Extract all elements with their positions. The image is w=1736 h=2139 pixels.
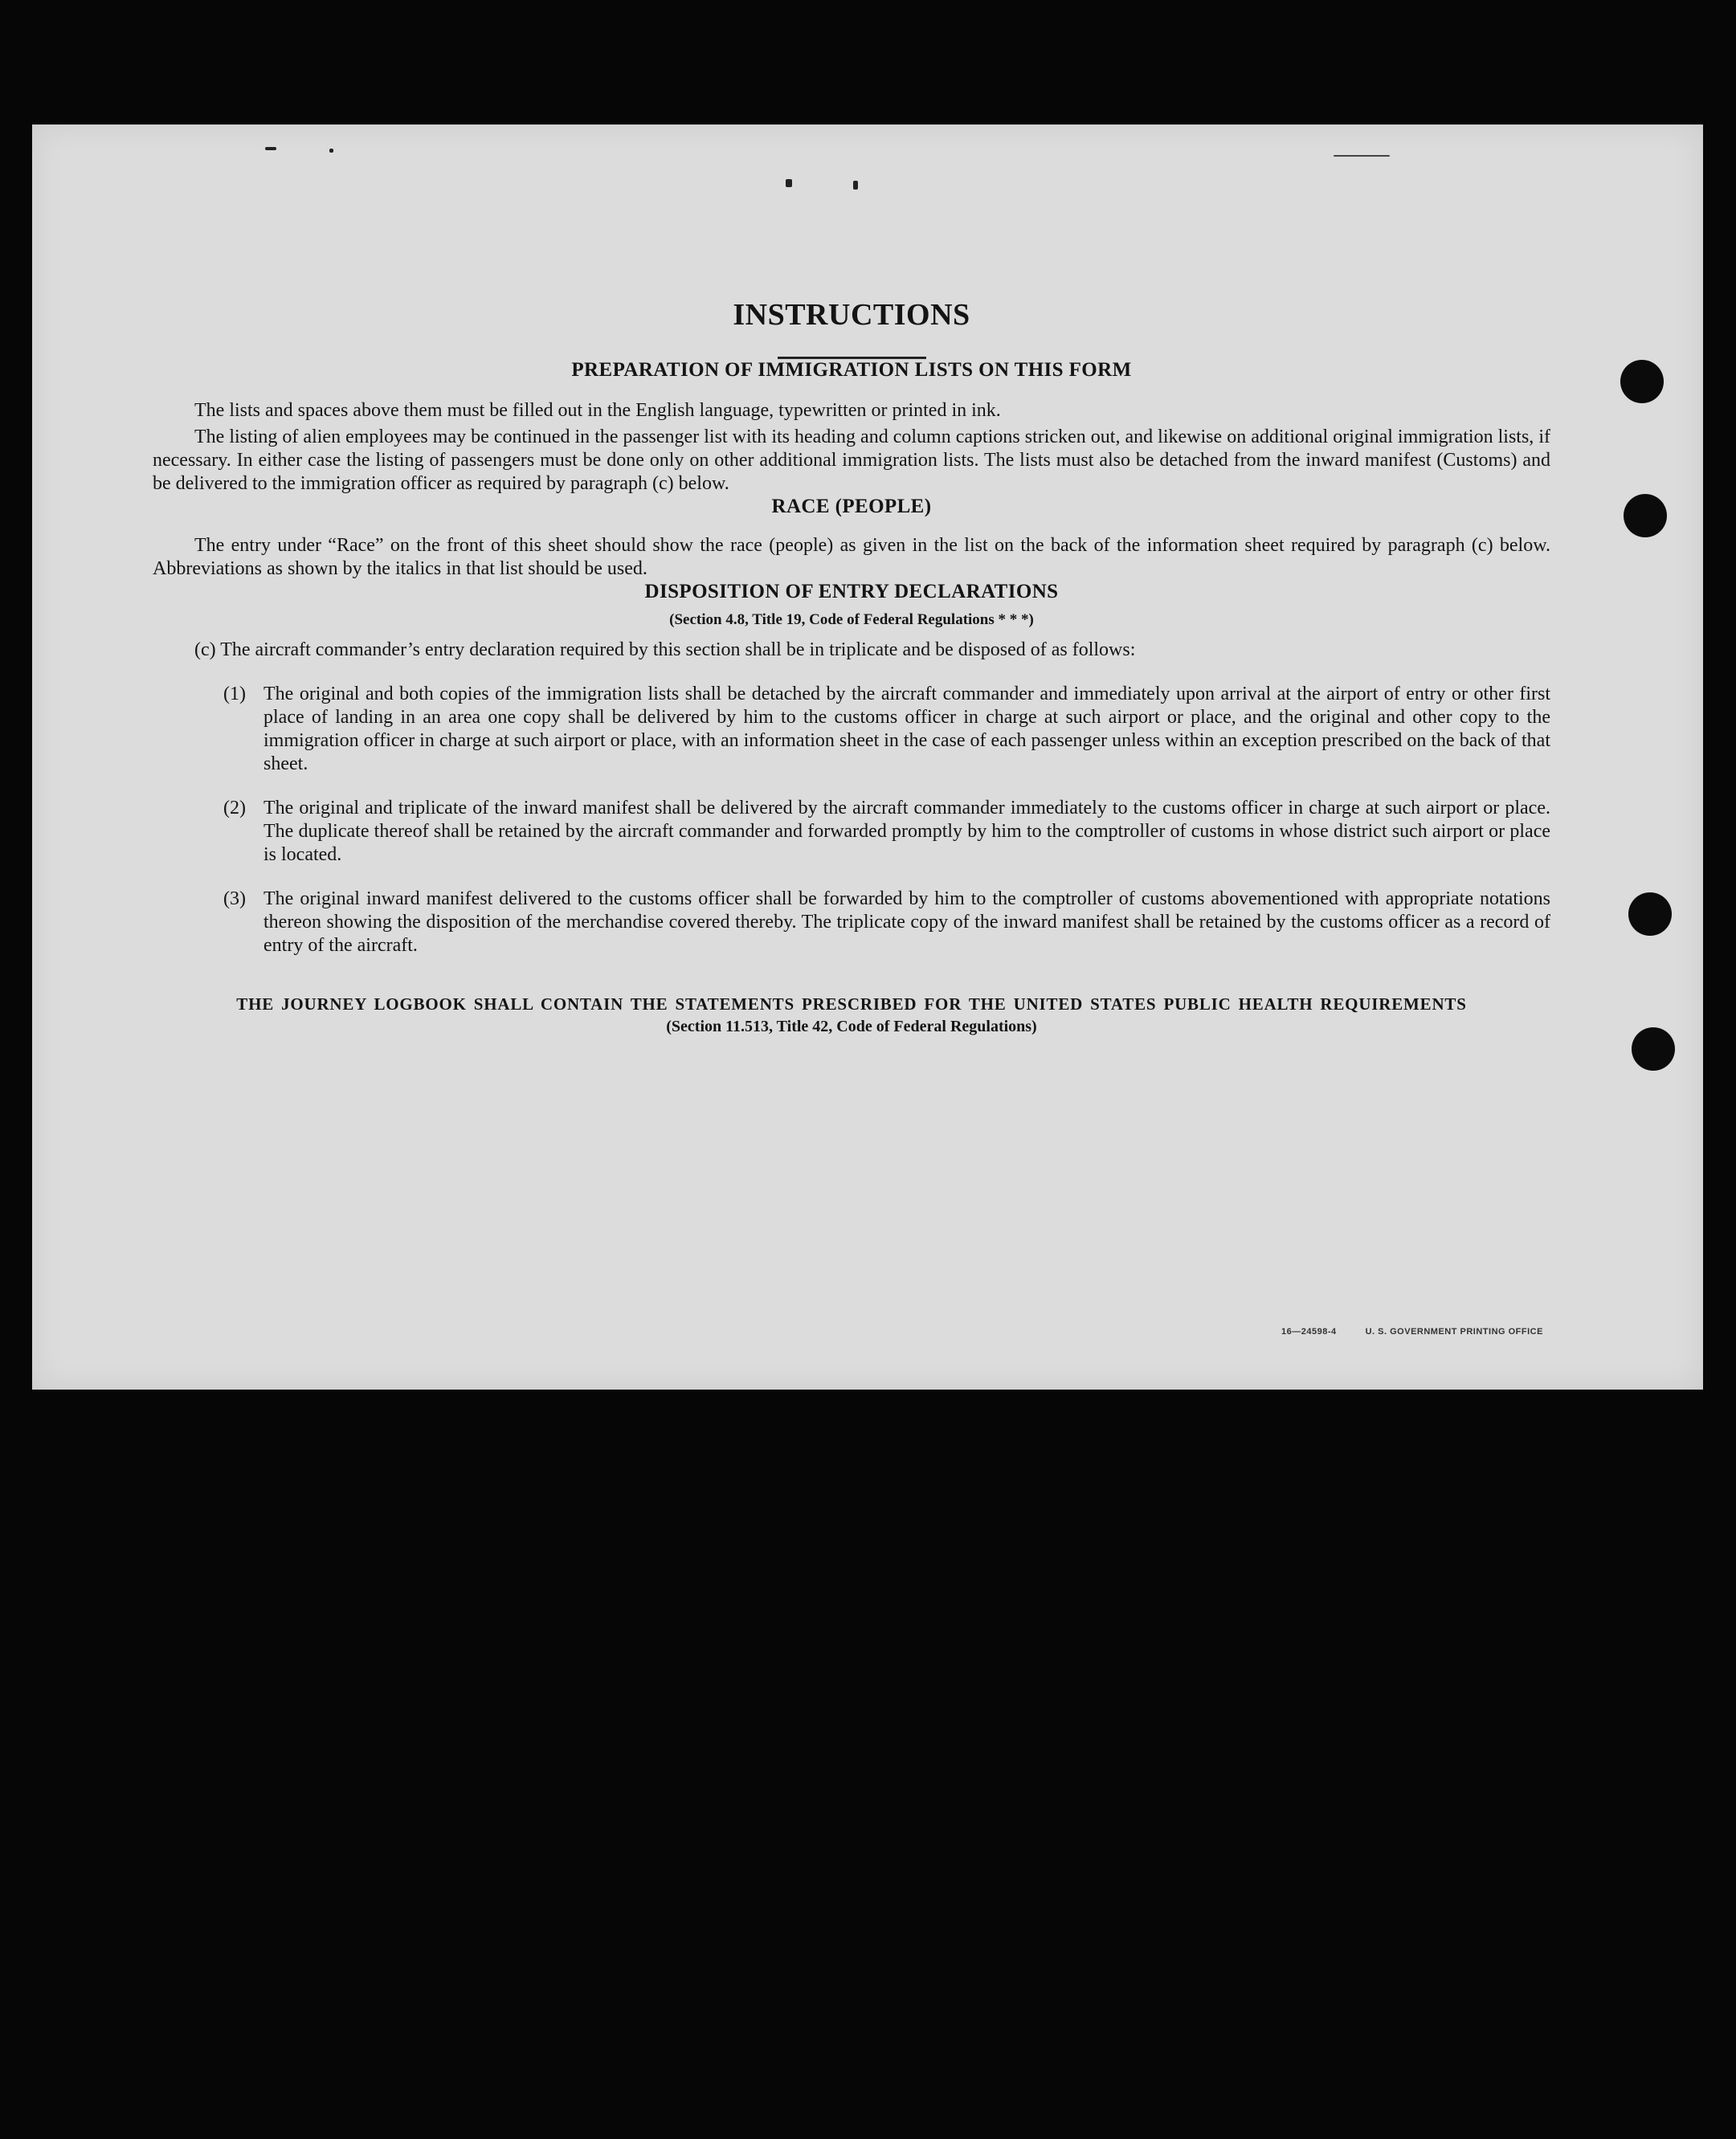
item-number: (3) [223, 888, 246, 909]
punch-hole [1628, 892, 1672, 936]
item-text: The original inward manifest delivered to the customs officer shall be forwarded by him to the comptroller of customs abovementioned with appropriate notations thereon showing the disposition of the merchandise covered thereby. The triplicate copy of the inward manifest shall be retained by the customs officer as a record of entry of the aircraft. [263, 888, 1550, 956]
health-requirements-statement: THE JOURNEY LOGBOOK SHALL CONTAIN THE STATEMENTS PRESCRIBED FOR THE UNITED STATES PUBLIC HEALTH REQUIREMENTS [236, 994, 1467, 1014]
race-heading: RACE (PEOPLE) [771, 496, 932, 517]
preparation-paragraph-1: The lists and spaces above them must be filled out in the English language, typewritten or printed in ink. [194, 400, 1001, 421]
disposition-citation: (Section 4.8, Title 19, Code of Federal Regulations * * *) [669, 611, 1034, 628]
race-paragraph: The entry under “Race” on the front of this sheet should show the race (people) as given in the list on the back of the information sheet required by paragraph (c) below. Abbreviations as shown by the italics in that list should be used. [153, 535, 1550, 579]
disposition-intro: (c) The aircraft commander’s entry declaration required by this section shall be in triplicate and be disposed of as follows: [194, 639, 1136, 660]
punch-hole [1632, 1027, 1675, 1071]
disposition-item-3 [223, 888, 1550, 957]
item-number: (2) [223, 798, 246, 818]
health-requirements-citation: (Section 11.513, Title 42, Code of Federal Regulations) [666, 1018, 1037, 1035]
item-number: (1) [223, 684, 246, 704]
ink-speck [329, 149, 333, 153]
form-number: 16—24598-4 [1281, 1327, 1337, 1337]
page-title: INSTRUCTIONS [733, 298, 970, 332]
punch-hole [1620, 360, 1664, 403]
punch-hole [1624, 494, 1667, 537]
item-text: The original and triplicate of the inward manifest shall be delivered by the aircraft commander immediately to the customs officer in charge at such airport or place. The duplicate thereof shall be retained by the aircraft commander and forwarded promptly by him to the comptroller of customs in whose district such airport or place is located. [263, 798, 1550, 865]
document-body [153, 177, 1550, 1036]
disposition-heading: DISPOSITION OF ENTRY DECLARATIONS [644, 581, 1059, 602]
disposition-item-2 [223, 797, 1550, 867]
printer-name: U. S. GOVERNMENT PRINTING OFFICE [1365, 1327, 1543, 1337]
disposition-item-1 [223, 683, 1550, 776]
preparation-paragraph-2: The listing of alien employees may be continued in the passenger list with its heading and column captions stricken out, and likewise on additional original immigration lists, if necessary. In either case the listing of passengers must be done only on other additional immigration lists. The lists must also be detached from the inward manifest (Customs) and be delivered to the immigration officer as required by paragraph (c) below. [153, 427, 1550, 494]
item-text: The original and both copies of the immigration lists shall be detached by the aircraft commander and immediately upon arrival at the airport of entry or other first place of landing in an area one copy shall be delivered by him to the customs officer in charge at such airport or place, and the original and other copy to the immigration officer in charge at such airport or place, with an information sheet in the case of each passenger unless within an exception prescribed on the back of that sheet. [263, 684, 1550, 774]
ink-speck [265, 147, 276, 150]
ink-mark [1334, 155, 1390, 157]
printing-imprint [1281, 1327, 1543, 1337]
preparation-heading: PREPARATION OF IMMIGRATION LISTS ON THIS FORM [571, 359, 1132, 381]
